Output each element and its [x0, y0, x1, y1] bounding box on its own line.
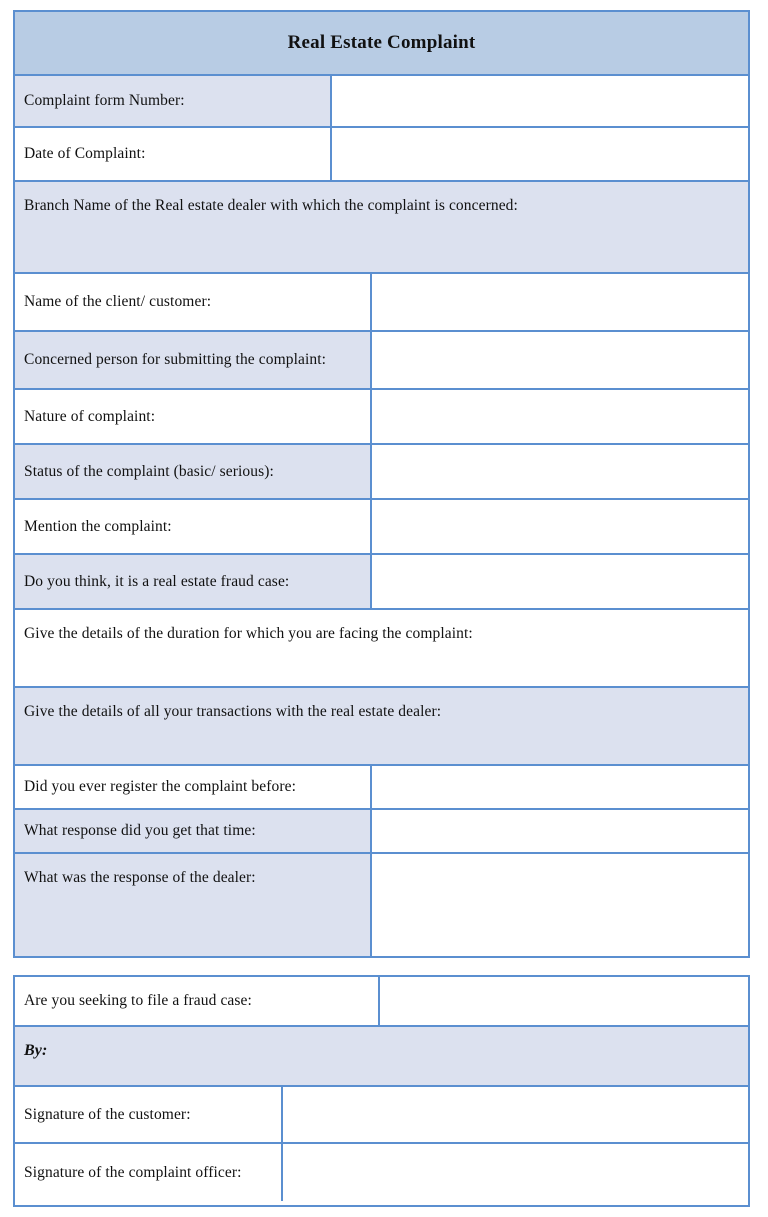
field-fraud-case-opinion[interactable] [372, 555, 748, 608]
label-branch-name: Branch Name of the Real estate dealer with which the complaint is concerned: [24, 197, 518, 214]
table-row [15, 977, 748, 1027]
table-row [15, 274, 748, 332]
label-date-of-complaint: Date of Complaint: [15, 128, 332, 180]
label-client-name: Name of the client/ customer: [15, 274, 372, 330]
label-mention-complaint: Mention the complaint: [15, 500, 372, 553]
table-row [15, 854, 748, 956]
table-row [15, 810, 748, 854]
table-row [15, 445, 748, 500]
table-row [15, 76, 748, 128]
field-complaint-form-number[interactable] [332, 76, 748, 126]
label-seeking-fraud-case: Are you seeking to file a fraud case: [15, 977, 380, 1025]
table-row [15, 332, 748, 390]
label-signature-customer: Signature of the customer: [15, 1087, 283, 1142]
page-title: Real Estate Complaint [287, 32, 476, 53]
label-complaint-duration: Give the details of the duration for which you are facing the complaint: [24, 625, 473, 642]
table-row-branch-name [15, 182, 748, 274]
table-row [15, 1087, 748, 1144]
field-seeking-fraud-case[interactable] [380, 977, 748, 1025]
field-signature-customer[interactable] [283, 1087, 748, 1142]
table-row [15, 390, 748, 445]
label-nature-of-complaint: Nature of complaint: [15, 390, 372, 443]
by-label-text: By: [24, 1042, 48, 1059]
label-by [15, 1027, 748, 1085]
form-title-bar [15, 12, 748, 76]
table-row-by [15, 1027, 748, 1087]
field-concerned-person[interactable] [372, 332, 748, 388]
table-row [15, 766, 748, 810]
label-previous-response: What response did you get that time: [15, 810, 372, 852]
field-registered-before[interactable] [372, 766, 748, 808]
field-dealer-response[interactable] [372, 854, 748, 956]
field-nature-of-complaint[interactable] [372, 390, 748, 443]
label-registered-before: Did you ever register the complaint before: [15, 766, 372, 808]
table-row [15, 555, 748, 610]
form-block-main [13, 180, 750, 958]
label-complaint-form-number: Complaint form Number: [15, 76, 332, 126]
label-concerned-person: Concerned person for submitting the complaint: [15, 332, 372, 388]
label-dealer-response: What was the response of the dealer: [15, 854, 372, 956]
label-status-of-complaint: Status of the complaint (basic/ serious): [15, 445, 372, 498]
field-date-of-complaint[interactable] [332, 128, 748, 180]
table-row [15, 128, 748, 180]
field-status-of-complaint[interactable] [372, 445, 748, 498]
table-row-transactions [15, 688, 748, 766]
form-block-footer [13, 975, 750, 1207]
field-previous-response[interactable] [372, 810, 748, 852]
table-row [15, 1144, 748, 1201]
form-block-header [13, 10, 750, 180]
field-mention-complaint[interactable] [372, 500, 748, 553]
label-transactions-details: Give the details of all your transactions with the real estate dealer: [24, 703, 442, 720]
label-signature-officer: Signature of the complaint officer: [15, 1144, 283, 1201]
table-row-duration [15, 610, 748, 688]
field-signature-officer[interactable] [283, 1144, 748, 1201]
table-row [15, 500, 748, 555]
label-fraud-case-opinion: Do you think, it is a real estate fraud case: [15, 555, 372, 608]
field-client-name[interactable] [372, 274, 748, 330]
